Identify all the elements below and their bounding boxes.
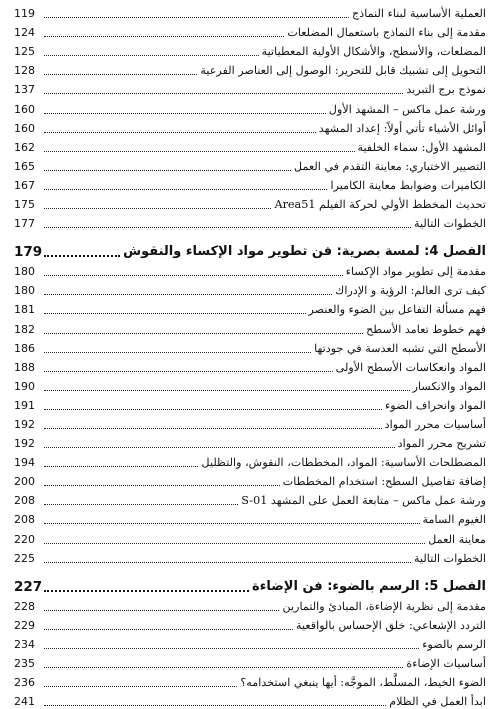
toc-entry-page-number: 119 <box>14 7 35 21</box>
toc-entry-page-number: 220 <box>14 532 35 546</box>
toc-entry-page-number: 192 <box>14 437 35 451</box>
toc-entry-page-number: 137 <box>14 83 35 97</box>
dot-leader <box>44 515 420 524</box>
toc-entry-title: فهم مسألة التفاعل بين الضوء والعنصر <box>308 303 486 317</box>
chapter-heading <box>14 234 486 260</box>
toc-entry-page-number: 128 <box>14 64 35 78</box>
toc-entry-title: العملية الأساسية لبناء النماذج <box>352 7 486 21</box>
dot-leader <box>44 477 280 486</box>
toc-entry <box>14 298 486 317</box>
toc-entry-title: تشريح محرر المواد <box>397 437 486 451</box>
toc-entry-title: تحديث المخطط الأولي لحركة الفيلم Area51 <box>274 198 486 212</box>
chapter-heading-title: الفصل 4: لمسة بصرية: فن تطوير مواد الإكساء والنقوش <box>123 244 486 260</box>
toc-entry <box>14 155 486 174</box>
dot-leader <box>44 659 403 668</box>
toc-entry-page-number: 194 <box>14 456 35 470</box>
toc-entry <box>14 193 486 212</box>
toc-entry-page-number: 180 <box>14 265 35 279</box>
toc-entry <box>14 136 486 155</box>
dot-leader <box>44 200 271 209</box>
toc-entry-page-number: 234 <box>14 637 35 651</box>
toc-entry-title: الخطوات التالية <box>414 551 486 565</box>
dot-leader <box>44 344 311 353</box>
toc-entry <box>14 59 486 78</box>
toc-entry <box>14 394 486 413</box>
toc-entry-title: الخطوات التالية <box>414 217 486 231</box>
dot-leader <box>44 602 279 611</box>
toc-entry <box>14 212 486 231</box>
toc-entry-title: التردد الإشعاعي: خلق الإحساس بالواقعية <box>295 618 486 632</box>
dot-leader <box>44 124 316 133</box>
toc-entry-page-number: 160 <box>14 121 35 135</box>
toc-entry-title: ورشة عمل ماكس – متابعة العمل على المشهد S-01 <box>241 494 486 508</box>
toc-entry <box>14 595 486 614</box>
toc-entry-title: مقدمة إلى بناء النماذج باستعمال المضلعات <box>287 26 486 40</box>
toc-entry-page-number: 229 <box>14 618 35 632</box>
toc-entry <box>14 547 486 566</box>
dot-leader <box>44 621 293 630</box>
toc-entry-title: أساسيات محرر المواد <box>384 417 486 431</box>
toc-entry <box>14 690 486 709</box>
chapter-heading <box>14 569 486 595</box>
toc-entry <box>14 614 486 633</box>
toc-entry <box>14 279 486 298</box>
dot-leader <box>44 28 284 37</box>
toc-entry <box>14 117 486 136</box>
toc-entry <box>14 633 486 652</box>
toc-entry <box>14 356 486 375</box>
toc-entry-title: أوائل الأشياء تأتي أولاً: إعداد المشهد <box>318 121 486 135</box>
toc-entry-title: معاينة العمل <box>428 532 486 546</box>
toc-entry-page-number: 228 <box>14 599 35 613</box>
toc-entry-title: المواد وانعكاسات الأسطح الأولى <box>335 360 486 374</box>
toc-entry-page-number: 236 <box>14 676 35 690</box>
toc-entry-page-number: 235 <box>14 657 35 670</box>
dot-leader <box>44 582 249 592</box>
toc-entry-page-number: 208 <box>14 494 35 508</box>
dot-leader <box>44 162 291 171</box>
dot-leader <box>44 697 386 706</box>
dot-leader <box>44 535 425 544</box>
toc-entry <box>14 40 486 59</box>
chapter-heading-page-number: 179 <box>14 244 43 261</box>
toc-entry <box>14 174 486 193</box>
toc-entry-title: المواد والانكسار <box>412 379 486 393</box>
toc-entry-page-number: 124 <box>14 26 35 40</box>
toc-entry-page-number: 125 <box>14 45 35 59</box>
toc-entry-page-number: 188 <box>14 360 35 374</box>
toc-entry-title: الأسطح التي تشبه العدسة في جودتها <box>314 341 486 355</box>
toc-entry-title: إضافة تفاصيل السطح: استخدام المخططات <box>282 475 486 489</box>
toc-entry <box>14 671 486 690</box>
dot-leader <box>44 85 403 94</box>
toc-entry-title: التحويل إلى تشبيك قابل للتحرير: الوصول إلى العناصر الفرعية <box>200 64 486 78</box>
dot-leader <box>44 181 327 190</box>
dot-leader <box>44 401 382 410</box>
toc-entry-title: نموذج برج التبريد <box>406 83 486 97</box>
toc-entry-page-number: 225 <box>14 551 35 565</box>
dot-leader <box>44 325 363 334</box>
toc-entry-title: كيف ترى العالم: الرؤية و الإدراك <box>335 284 486 298</box>
toc-entry <box>14 97 486 116</box>
toc-entry-title: التصيير الاختباري: معاينة التقدم في العمل <box>294 159 486 173</box>
toc-entry <box>14 652 486 671</box>
dot-leader <box>44 66 197 75</box>
dot-leader <box>44 678 237 687</box>
toc-entry-page-number: 191 <box>14 398 35 412</box>
toc-entry-page-number: 175 <box>14 198 35 212</box>
dot-leader <box>44 496 238 505</box>
toc-entry-page-number: 167 <box>14 178 35 192</box>
toc-entry-page-number: 208 <box>14 513 35 527</box>
toc-entry <box>14 21 486 40</box>
toc-entry-page-number: 160 <box>14 102 35 116</box>
dot-leader <box>44 382 410 391</box>
toc-entry-title: أساسيات الإضاءة <box>406 657 486 670</box>
dot-leader <box>44 219 411 228</box>
toc-entry-title: ورشة عمل ماكس – المشهد الأول <box>328 102 486 116</box>
dot-leader <box>44 267 343 276</box>
toc-entry <box>14 527 486 546</box>
dot-leader <box>44 363 333 372</box>
toc-entry-page-number: 180 <box>14 284 35 298</box>
toc-entry <box>14 337 486 356</box>
toc-entry-page-number: 200 <box>14 475 35 489</box>
dot-leader <box>44 247 120 257</box>
dot-leader <box>44 143 355 152</box>
toc-entry <box>14 78 486 97</box>
chapter-heading-page-number: 227 <box>14 578 43 595</box>
toc-entry <box>14 451 486 470</box>
toc-entry-title: المشهد الأول: سماء الخلفية <box>357 140 486 154</box>
dot-leader <box>44 105 326 114</box>
toc-entry-page-number: 241 <box>14 695 35 709</box>
dot-leader <box>44 439 395 448</box>
toc-entry-page-number: 165 <box>14 159 35 173</box>
toc-entry-title: الرسم بالضوء <box>422 637 486 651</box>
toc-entry <box>14 317 486 336</box>
toc-entry-title: المواد وانحراف الضوء <box>385 398 486 412</box>
toc-entry <box>14 508 486 527</box>
toc-entry-title: ابدأ العمل في الظلام <box>389 695 486 709</box>
toc-entry-title: الضوء الخيط، المسلَّط، الموجَّه: أيها ينبغي استخدامه؟ <box>240 676 486 690</box>
dot-leader <box>44 47 259 56</box>
toc-entry-page-number: 181 <box>14 303 35 317</box>
dot-leader <box>44 458 198 467</box>
dot-leader <box>44 305 306 314</box>
toc-entry-page-number: 177 <box>14 217 35 231</box>
toc-entry <box>14 470 486 489</box>
toc-entry-title: مقدمة إلى تطوير مواد الإكساء <box>345 265 486 279</box>
toc-entry-title: الكاميرات وضوابط معاينة الكاميرا <box>330 178 486 192</box>
toc-entry-title: المصطلحات الأساسية: المواد، المخططات، النقوش، والتظليل <box>201 456 486 470</box>
toc-entry-title: المضلعات، والأسطح، والأشكال الأولية المعطياتية <box>261 45 486 59</box>
toc-entry <box>14 375 486 394</box>
dot-leader <box>44 286 332 295</box>
dot-leader <box>44 554 411 563</box>
toc-entry-title: فهم خطوط تعامد الأسطح <box>366 322 486 336</box>
toc-entry <box>14 260 486 279</box>
toc-entry-page-number: 190 <box>14 379 35 393</box>
toc-entry-page-number: 192 <box>14 417 35 431</box>
toc-entry-title: الغيوم السامة <box>422 513 486 527</box>
dot-leader <box>44 420 382 429</box>
toc-entry <box>14 432 486 451</box>
dot-leader <box>44 640 419 649</box>
dot-leader <box>44 9 349 18</box>
toc-entry <box>14 2 486 21</box>
toc-entry-page-number: 186 <box>14 341 35 355</box>
toc-entry-title: مقدمة إلى نظرية الإضاءة، المبادئ والتمارين <box>282 599 486 613</box>
toc-entry <box>14 413 486 432</box>
toc-entry-page-number: 162 <box>14 140 35 154</box>
toc-entry-page-number: 182 <box>14 322 35 336</box>
toc-entry <box>14 489 486 508</box>
chapter-heading-title: الفصل 5: الرسم بالضوء: فن الإضاءة <box>252 578 486 594</box>
